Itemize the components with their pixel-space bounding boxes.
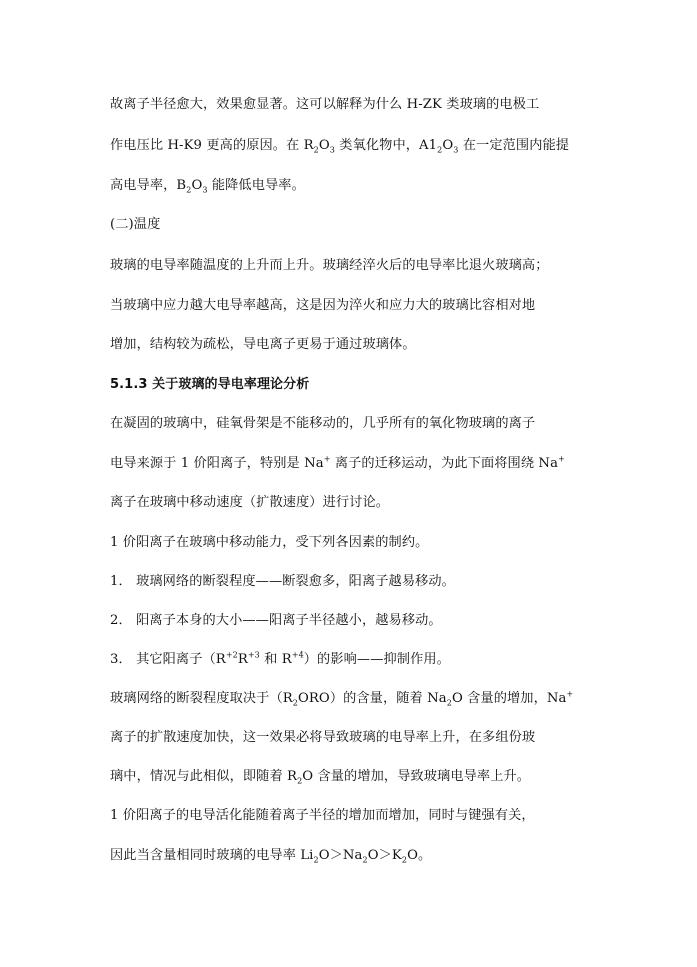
paragraph-line: 因此当含量相同时玻璃的电导率 $Li_2O>Na_2O>K_2O$。 — [110, 848, 432, 865]
paragraph-line: 离子的扩散速度加快，这一效果必将导致玻璃的电导率上升，在多组份玻 — [110, 730, 536, 745]
paragraph-line: 作电压比 H-K9 更高的原因。在 $R_2O_3$ 类氧化物中，$A1_2O_3$ 在一定范围内能提 — [110, 138, 570, 155]
paragraph-line: 离子在玻璃中移动速度（扩散速度）进行讨论。 — [110, 495, 390, 510]
paragraph-line: 璃中，情况与此相似，即随着 $R_2O$ 含量的增加，导致玻璃电导率上升。 — [110, 769, 531, 786]
paragraph-line: 玻璃的电导率随温度的上升而上升。玻璃经淬火后的电导率比退火玻璃高； — [110, 258, 549, 273]
paragraph-line: 在凝固的玻璃中，硅氧骨架是不能移动的，几乎所有的氧化物玻璃的离子 — [110, 416, 536, 431]
paragraph-line: 玻璃网络的断裂程度取决于$(R_2ORO)$的含量，随着 $Na_2O$ 含量的增加，Na+ — [110, 689, 574, 708]
list-item: 2． 阳离子本身的大小——阳离子半径越小，越易移动。 — [110, 613, 442, 628]
list-item: 3． 其它阳离子（$R^{+2}R^{+3}$ 和 $R^{+4}$）的影响——抑制作用。 — [110, 650, 450, 667]
paragraph-line: 电导来源于 1 价阳离子，特别是 Na+ 离子的迁移运动，为此下面将围绕 Na+ — [110, 454, 565, 471]
paragraph-line: 增加，结构较为疏松，导电离子更易于通过玻璃体。 — [110, 337, 416, 352]
list-item: 1． 玻璃网络的断裂程度——断裂愈多，阳离子越易移动。 — [110, 574, 455, 589]
paragraph-line: 故离子半径愈大，效果愈显著。这可以解释为什么 H-ZK 类玻璃的电极工 — [110, 97, 540, 112]
section-heading: (二)温度 — [110, 217, 161, 232]
section-heading-5-1-3: 5.1.3 关于玻璃的导电率理论分析 — [110, 377, 310, 392]
paragraph-line: 高电导率，$B_2O_3$ 能降低电导率。 — [110, 178, 305, 195]
paragraph-line: 1 价阳离子在玻璃中移动能力，受下列各因素的制约。 — [110, 535, 429, 550]
paragraph-line: 1 价阳离子的电导活化能随着离子半径的增加而增加，同时与键强有关， — [110, 808, 535, 823]
paragraph-line: 当玻璃中应力越大电导率越高，这是因为淬火和应力大的玻璃比容相对地 — [110, 298, 536, 313]
